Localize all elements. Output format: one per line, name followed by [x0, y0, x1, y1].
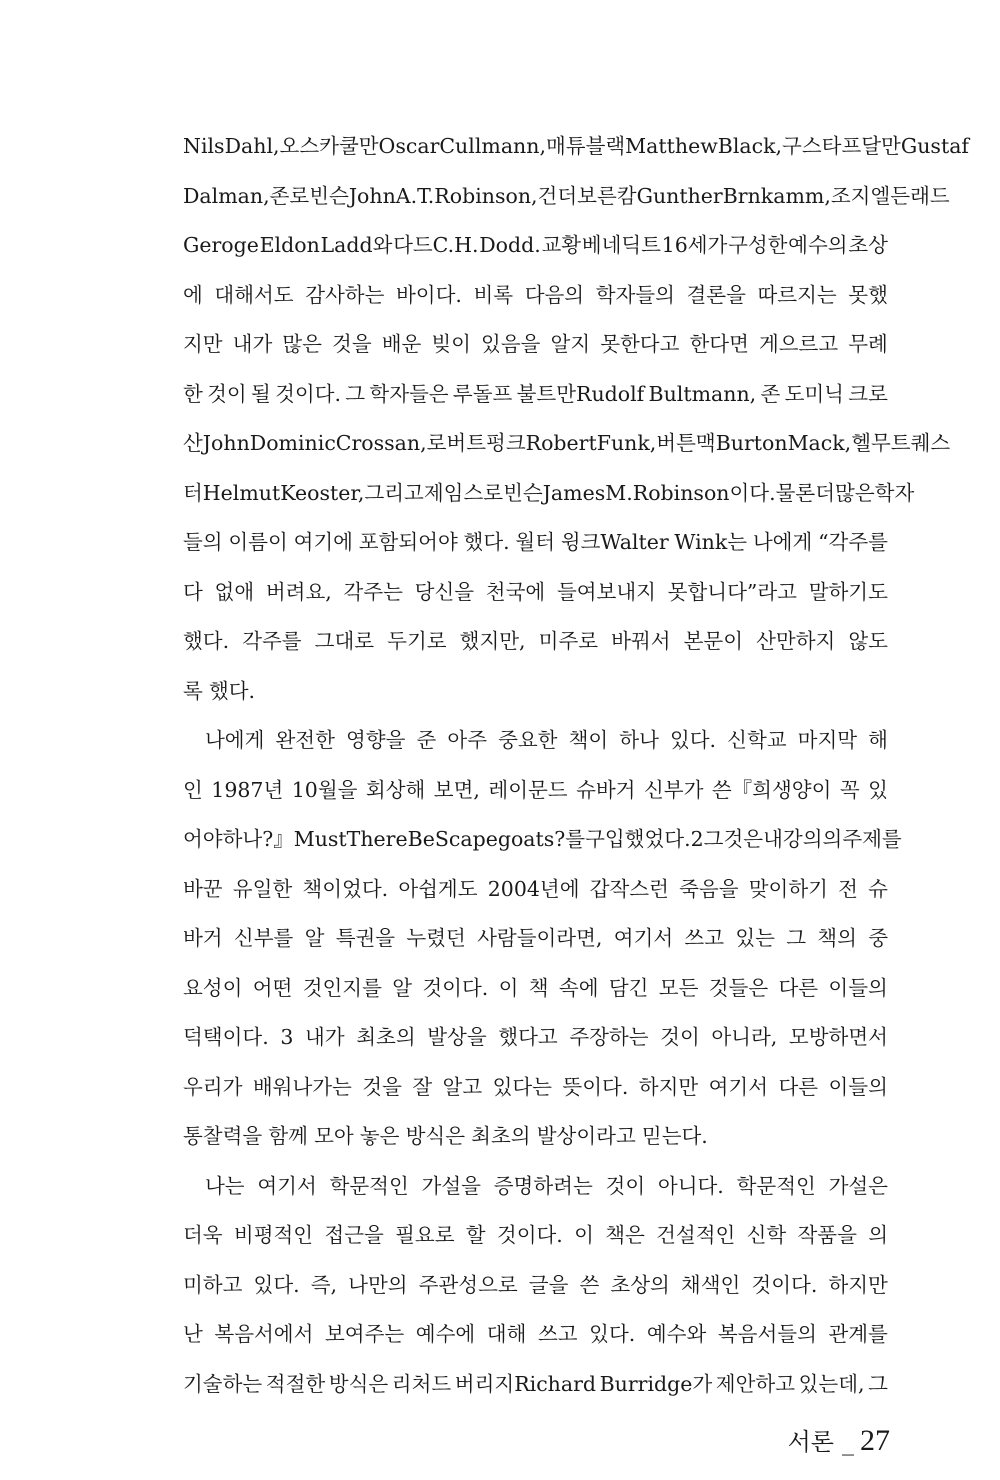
text-line: 기술하는 적절한 방식은 리처드 버리지Richard Burridge가 제안하고 있는데, 그: [183, 1371, 888, 1396]
paragraph: [183, 1162, 888, 1410]
text-line: 다 없애 버려요, 각주는 당신을 천국에 들여보내지 못합니다”라고 말하기도: [183, 579, 888, 604]
text-line: 바거 신부를 알 특권을 누렸던 사람들이라면, 여기서 쓰고 있는 그 책의 중: [183, 926, 888, 950]
text-line: 들의 이름이 여기에 포함되어야 했다. 월터 윙크Walter Wink는 나에게 “각주를: [183, 530, 888, 554]
text-line: 에 대해서도 감사하는 바이다. 비록 다음의 학자들의 결론을 따르지는 못했: [183, 282, 888, 307]
text-line: 지만 내가 많은 것을 배운 빚이 있음을 알지 못한다고 한다면 게으르고 무례: [183, 332, 888, 356]
text-line: 했다. 각주를 그대로 두기로 했지만, 미주로 바꿔서 본문이 산만하지 않도: [183, 629, 888, 653]
paragraph: [183, 716, 902, 1162]
text-line: Nils Dahl, 오스카 쿨만Oscar Cullmann, 매튜 블랙Matthew Black, 구스타프 달만Gustaf: [183, 134, 970, 158]
page-number: 27: [860, 1424, 890, 1457]
text-line: 바꾼 유일한 책이었다. 아쉽게도 2004년에 갑작스런 죽음을 맞이하기 전 슈: [183, 876, 888, 901]
text-line: 한 것이 될 것이다. 그 학자들은 루돌프 불트만Rudolf Bultmann, 존 도미닉 크로: [183, 381, 888, 406]
running-footer-section: 서론: [787, 1428, 834, 1456]
footer-separator: _: [842, 1428, 854, 1456]
page-footer: [788, 1422, 890, 1458]
text-line: Geroge Eldon Ladd와 다드C.H. Dodd. 교황 베네딕트 16세가 구성한 예수의 초상: [183, 233, 888, 257]
text-line: 덕택이다. 3 내가 최초의 발상을 했다고 주장하는 것이 아니라, 모방하면서: [183, 1025, 888, 1049]
text-line: 나에게 완전한 영향을 준 아주 중요한 책이 하나 있다. 신학교 마지막 해: [205, 728, 888, 752]
text-line: 나는 여기서 학문적인 가설을 증명하려는 것이 아니다. 학문적인 가설은: [205, 1173, 888, 1198]
text-line: 터Helmut Keoster, 그리고 제임스 로빈슨James M. Robinson이다. 물론 더 많은 학자: [183, 480, 915, 505]
body-text: [183, 122, 970, 1409]
text-line: 요성이 어떤 것인지를 알 것이다. 이 책 속에 담긴 모든 것들은 다른 이들의: [183, 975, 888, 1000]
paragraph: [183, 122, 970, 716]
text-line: 어야 하나?』Must There Be Scapegoats?를 구입했었다. 2 그것은 내 강의의 주제를: [183, 827, 902, 851]
text-line: 인 1987년 10월을 회상해 보면, 레이문드 슈바거 신부가 쓴『희생양이 꼭 있: [183, 777, 888, 802]
text-line: 산John Dominic Crossan, 로버트 펑크Robert Funk, 버튼 맥Burton Mack, 헬무트 퀘스: [183, 431, 951, 455]
text-line: 통찰력을 함께 모아 놓은 방식은 최초의 발상이라고 믿는다.: [183, 1124, 708, 1148]
text-line: 미하고 있다. 즉, 나만의 주관성으로 글을 쓴 초상의 채색인 것이다. 하지만: [183, 1272, 888, 1297]
text-line: 더욱 비평적인 접근을 필요로 할 것이다. 이 책은 건설적인 신학 작품을 의: [183, 1223, 888, 1247]
text-line: 우리가 배워나가는 것을 잘 알고 있다는 뜻이다. 하지만 여기서 다른 이들의: [183, 1074, 888, 1099]
text-line: Dalman, 존 로빈슨John A.T. Robinson, 건더 보른캄Gunther Brnkamm, 조지 엘든 래드: [183, 183, 950, 208]
text-line: 록 했다.: [183, 678, 256, 703]
text-line: 난 복음서에서 보여주는 예수에 대해 쓰고 있다. 예수와 복음서들의 관계를: [183, 1322, 888, 1346]
